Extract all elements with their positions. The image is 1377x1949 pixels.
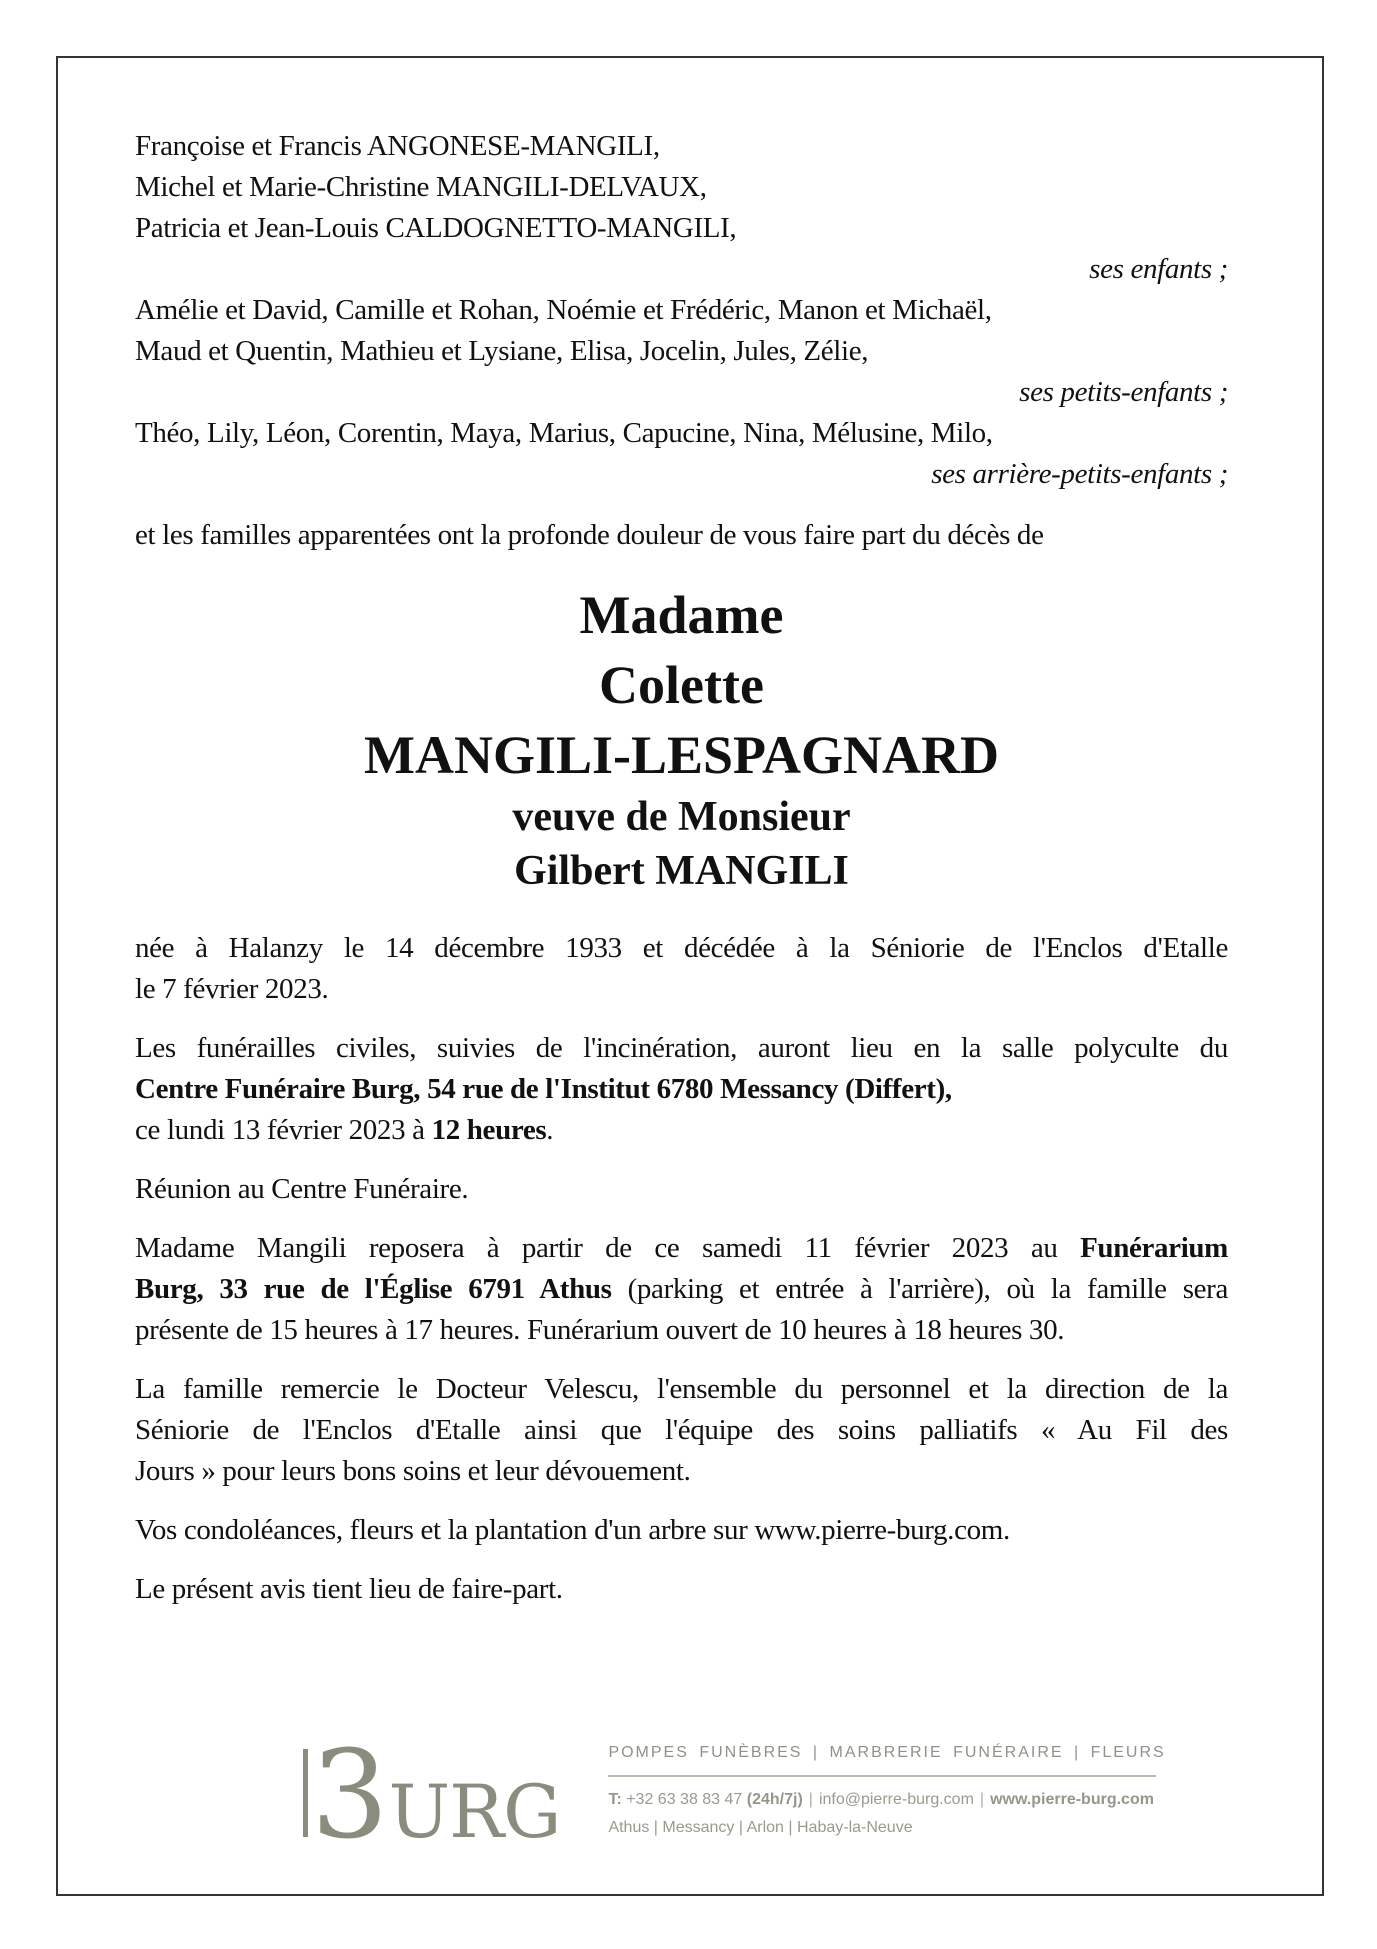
- title-line: Madame: [579, 585, 784, 645]
- relation-line: ses arrière-petits-enfants ;: [931, 458, 1228, 490]
- text-line: La famille remercie le Docteur Velescu, l'ensemble du personnel et la direction de la: [135, 1373, 1228, 1405]
- body-paragraph: [135, 1369, 1228, 1492]
- separator: |: [979, 1791, 985, 1808]
- body-paragraph: [135, 1028, 1228, 1151]
- family-line: Michel et Marie-Christine MANGILI-DELVAUX,: [135, 171, 707, 203]
- footer-services-line: POMPES FUNÈBRES | MARBRERIE FUNÉRAIRE | FLEURS: [608, 1744, 1166, 1761]
- text-line: présente de 15 heures à 17 heures. Funérarium ouvert de 10 heures à 18 heures 30.: [135, 1314, 1065, 1346]
- footer-text-block: [608, 1734, 1166, 1837]
- website-url: www.pierre-burg.com: [990, 1791, 1154, 1808]
- body-paragraph: [135, 1228, 1228, 1351]
- footer-contact-line: [608, 1791, 1156, 1809]
- family-line: Amélie et David, Camille et Rohan, Noémie et Frédéric, Manon et Michaël,: [135, 294, 992, 326]
- burg-logo-stem: [303, 1749, 308, 1837]
- relation-line: ses petits-enfants ;: [1019, 376, 1228, 408]
- family-line: Françoise et Francis ANGONESE-MANGILI,: [135, 130, 660, 162]
- deceased-title-block: [135, 580, 1228, 898]
- title-line: Gilbert MANGILI: [514, 848, 849, 894]
- text-line: Vos condoléances, fleurs et la plantation d'un arbre sur www.pierre-burg.com.: [135, 1514, 1010, 1546]
- funeral-home-footer: [303, 1724, 1166, 1866]
- relation-line: ses enfants ;: [1089, 253, 1228, 285]
- text-line: Les funérailles civiles, suivies de l'incinération, auront lieu en la salle polyculte du: [135, 1032, 1228, 1064]
- obituary-page: [56, 56, 1324, 1896]
- family-line: Patricia et Jean-Louis CALDOGNETTO-MANGILI,: [135, 212, 737, 244]
- footer-divider: [608, 1775, 1156, 1777]
- burg-logo-urg: URG: [388, 1770, 561, 1855]
- text-line: née à Halanzy le 14 décembre 1933 et décédée à la Séniorie de l'Enclos d'Etalle: [135, 932, 1228, 964]
- phone-label: T:: [608, 1791, 622, 1808]
- separator: |: [808, 1791, 813, 1808]
- footer-locations-line: Athus | Messancy | Arlon | Habay-la-Neuve: [608, 1819, 913, 1836]
- text-line: ce lundi 13 février 2023 à 12 heures.: [135, 1114, 554, 1146]
- phone-hours: (24h/7j): [746, 1791, 803, 1808]
- text-line: Jours » pour leurs bons soins et leur dévouement.: [135, 1455, 691, 1487]
- body-paragraph: [135, 1510, 1228, 1551]
- body-paragraph: [135, 1169, 1228, 1210]
- family-line: Théo, Lily, Léon, Corentin, Maya, Marius, Capucine, Nina, Mélusine, Milo,: [135, 417, 993, 449]
- text-line: Séniorie de l'Enclos d'Etalle ainsi que l'équipe des soins palliatifs « Au Fil des: [135, 1414, 1228, 1446]
- obituary-content: [58, 58, 1322, 1610]
- title-line: veuve de Monsieur: [512, 794, 851, 840]
- title-line: Colette: [599, 655, 764, 715]
- email-address: info@pierre-burg.com: [818, 1791, 974, 1808]
- body-paragraph: [135, 1569, 1228, 1610]
- text-line: Réunion au Centre Funéraire.: [135, 1173, 469, 1205]
- family-block: [135, 126, 1228, 495]
- text-line: Le présent avis tient lieu de faire-part.: [135, 1573, 563, 1605]
- body-paragraphs: [135, 928, 1228, 1610]
- body-paragraph: [135, 928, 1228, 1010]
- text-line: Burg, 33 rue de l'Église 6791 Athus (parking et entrée à l'arrière), où la famille sera: [135, 1273, 1228, 1305]
- text-line: Centre Funéraire Burg, 54 rue de l'Institut 6780 Messancy (Differt),: [135, 1073, 952, 1105]
- family-line: Maud et Quentin, Mathieu et Lysiane, Elisa, Jocelin, Jules, Zélie,: [135, 335, 869, 367]
- phone-number: +32 63 38 83 47: [621, 1791, 747, 1808]
- title-line: MANGILI-LESPAGNARD: [363, 725, 1000, 785]
- intro-line: et les familles apparentées ont la profonde douleur de vous faire part du décès de: [135, 519, 1044, 551]
- text-line: le 7 février 2023.: [135, 973, 329, 1005]
- burg-logo: [303, 1724, 561, 1866]
- text-line: Madame Mangili reposera à partir de ce samedi 11 février 2023 au Funérarium: [135, 1232, 1228, 1264]
- burg-logo-b: 3: [311, 1724, 389, 1866]
